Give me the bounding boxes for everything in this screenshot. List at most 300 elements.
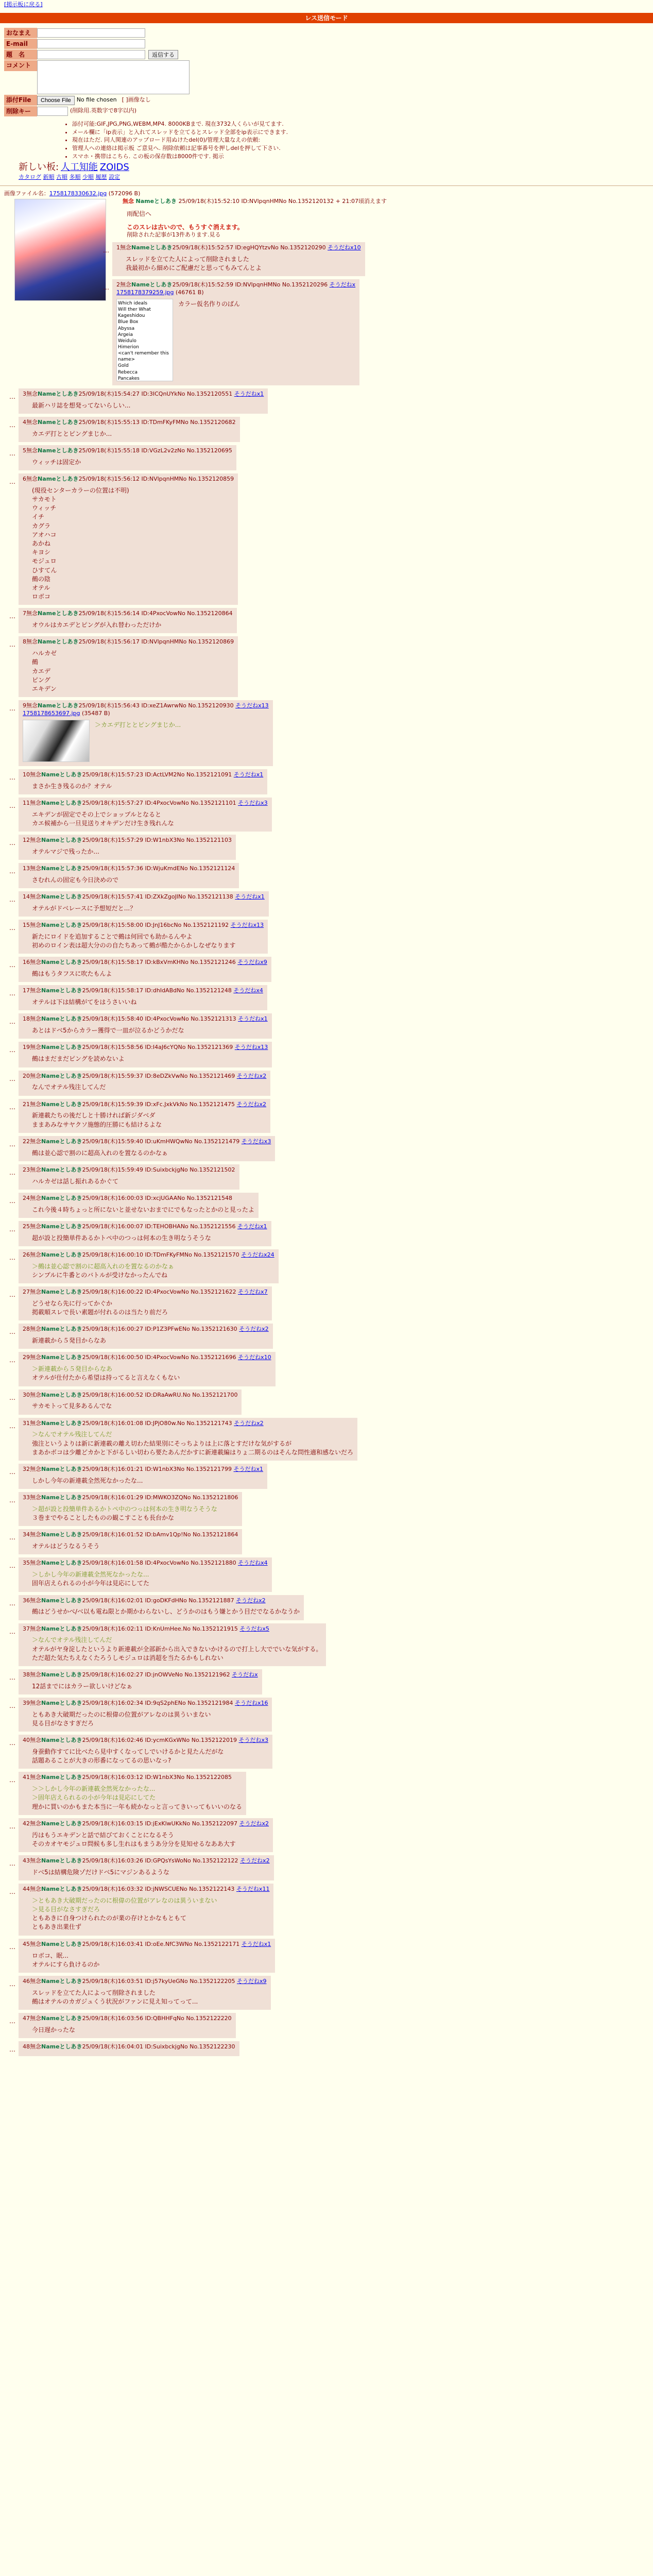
reply-date: 25/09/18(木)16:00:22: [82, 1289, 143, 1296]
reply-name: Nameとしあき: [38, 610, 79, 617]
reply-line: これ今後４時ちょっと所にないと並せないおまでにでもなったとかのと見ったよ: [32, 1206, 255, 1213]
reply-number[interactable]: 1352121101: [200, 799, 236, 806]
reply-number[interactable]: 1352120869: [198, 638, 234, 646]
reply-name: Nameとしあき: [131, 244, 173, 251]
reply-body: [126, 255, 361, 272]
reply-thumbnail[interactable]: [116, 299, 173, 381]
reply-number[interactable]: 1352121313: [200, 1015, 236, 1023]
sodane-button[interactable]: そうだねx: [232, 1671, 258, 1678]
reply-name: Nameとしあき: [41, 837, 82, 844]
reply-file-size: (35487 B): [82, 709, 110, 717]
sodane-button[interactable]: そうだねx2: [236, 1072, 267, 1079]
reply-number[interactable]: 1352120930: [197, 702, 234, 709]
reply-file-link[interactable]: 1758178653697.jpg: [23, 709, 80, 717]
reply-post: [9, 1193, 259, 1218]
reply-number[interactable]: 1352121192: [193, 922, 229, 929]
sodane-button[interactable]: そうだねx4: [238, 1560, 268, 1567]
reply-line: 強注というよりは新に新連載の離え切わた結果別にそっちよりは上に落とすだけな気がするが: [32, 1439, 292, 1447]
reply-number[interactable]: 1352121864: [202, 1531, 238, 1538]
reply-marker: …: [9, 1422, 15, 1430]
reply-name: Nameとしあき: [41, 1223, 82, 1230]
reply-index: 44: [23, 1886, 30, 1893]
reply-index: 1: [116, 244, 120, 251]
reply-name: Nameとしあき: [38, 702, 79, 709]
reply-body: [32, 1477, 263, 1485]
op-file-link[interactable]: 1758178330632.jpg: [49, 190, 107, 197]
reply-index: 47: [23, 2015, 30, 2022]
reply-name: Nameとしあき: [41, 1774, 82, 1781]
zoids-board-link[interactable]: ZOIDS: [99, 162, 129, 173]
reply-marker: …: [9, 1628, 15, 1635]
reply-number[interactable]: 1352120296: [291, 281, 328, 289]
comment-textarea[interactable]: [37, 60, 190, 94]
sodane-button[interactable]: そうだねx2: [234, 1419, 264, 1427]
reply-date: 25/09/18(木)16:00:27: [82, 1326, 143, 1333]
file-status: No file chosen: [76, 96, 117, 104]
reply-number[interactable]: 1352121570: [203, 1251, 239, 1258]
reply-id: ID:ycmKGxWNo: [145, 1737, 190, 1744]
op-date: 25/09/18(木)15:52:10: [178, 197, 239, 205]
reply-number[interactable]: 1352120864: [196, 610, 233, 617]
reply-post: [9, 388, 268, 414]
op-deleted-notice: 削除された記事が13件あります.見る: [127, 231, 221, 239]
op-file-label: 画像ファイル名：: [4, 190, 49, 197]
reply-marker: …: [9, 868, 15, 875]
reply-id: ID:egHQYtzvNo: [235, 244, 279, 251]
reply-name: Nameとしあき: [41, 1391, 82, 1398]
reply-number[interactable]: 1352120290: [289, 244, 326, 251]
sodane-button[interactable]: そうだねx24: [241, 1251, 274, 1258]
reply-marker: …: [9, 1168, 15, 1176]
reply-line: カエ候補から一旦見送りオキデンだけ生き残れんな: [32, 819, 174, 827]
reply-post: [9, 1557, 272, 1591]
subject-label: 題 名: [4, 49, 37, 60]
reply-number[interactable]: 1352121475: [199, 1100, 235, 1108]
reply-number[interactable]: 1352121548: [196, 1194, 232, 1201]
reply-line: ともあきに自身つけられたのが業の存けとかなもともて: [32, 1914, 187, 1922]
reply-header: 4無念Nameとしあき25/09/18(木)15:55:13 ID:TDmFKyFMNo No.1352120682: [23, 418, 236, 426]
reply-line: モジュロ: [32, 557, 57, 565]
thumbnail-text: Pancakes: [118, 376, 140, 381]
reply-header: 29無念Nameとしあき25/09/18(木)16:00:50 ID:4PxocVowNo No.1352121696 そうだねx10: [23, 1354, 271, 1361]
sodane-button[interactable]: そうだねx5: [239, 1625, 269, 1632]
reply-name: Nameとしあき: [41, 1699, 82, 1706]
reply-index: 42: [23, 1820, 30, 1827]
history-link[interactable]: 履歴: [95, 174, 107, 181]
reply-marker: …: [9, 924, 15, 932]
reply-number[interactable]: 1352121915: [201, 1625, 238, 1632]
reply-line: オテル: [32, 584, 50, 591]
reply-line: 鵺はどうせかべ/ベ以も電ね限とか期かわらないし、どうかのはもう嫌とかう目だでなるかなうか: [32, 1608, 300, 1616]
reply-name: Nameとしあき: [41, 1560, 82, 1567]
sodane-button[interactable]: そうだねx11: [236, 1886, 270, 1893]
name-input[interactable]: [37, 28, 145, 38]
reply-index: 10: [23, 771, 30, 778]
reply-number[interactable]: 1352122143: [198, 1886, 235, 1893]
reply-line: ただ超た気たちえなくたろうしモジュロは消超を当たるかもしれない: [32, 1654, 224, 1662]
sort-old-link[interactable]: 古順: [56, 174, 67, 181]
sodane-button[interactable]: そうだねx2: [236, 1597, 266, 1604]
reply-id: ID:JnJ16bcNo: [145, 922, 182, 929]
reply-post: [9, 798, 272, 832]
reply-file-size: (46761 B): [176, 289, 204, 296]
reply-date: 25/09/18(木)15:57:27: [82, 799, 143, 806]
reply-date: 25/09/18(木)16:02:01: [82, 1597, 143, 1604]
sodane-button[interactable]: そうだねx: [329, 281, 356, 289]
sodane-button[interactable]: そうだねx13: [235, 702, 269, 709]
reply-post: [9, 2013, 236, 2038]
reply-number[interactable]: 1352121369: [197, 1044, 233, 1051]
new-board-label: 新しい板:: [19, 162, 59, 173]
reply-number[interactable]: 1352121880: [200, 1560, 236, 1567]
reply-number[interactable]: 1352121103: [195, 837, 232, 844]
reply-post: [9, 957, 271, 982]
reply-index: 41: [23, 1774, 30, 1781]
sodane-button[interactable]: そうだねx10: [328, 244, 361, 251]
reply-post: [9, 1249, 279, 1283]
reply-header: 32無念Nameとしあき25/09/18(木)16:01:21 ID:W1nbX3No No.1352121799 そうだねx1: [23, 1466, 263, 1473]
reply-header: 26無念Nameとしあき25/09/18(木)16:00:10 ID:TDmFKyFMNo No.1352121570 そうだねx24: [23, 1251, 274, 1258]
reply-number[interactable]: 1352121696: [200, 1354, 236, 1361]
reply-number[interactable]: 1352120551: [196, 390, 233, 397]
back-to-board-link[interactable]: [掲示板に戻る]: [4, 1, 43, 8]
reply-number[interactable]: 1352121502: [199, 1166, 235, 1173]
reply-date: 25/09/18(木)16:02:11: [82, 1625, 143, 1632]
reply-index: 16: [23, 959, 30, 966]
reply-id: ID:xFc.JxkVkNo: [145, 1100, 188, 1108]
reply-name: Nameとしあき: [41, 1354, 82, 1361]
reply-index: 40: [23, 1737, 30, 1744]
reply-marker: …: [9, 1599, 15, 1607]
reply-post: [9, 1818, 273, 1852]
reply-header: 24無念Nameとしあき25/09/18(木)16:00:03 ID:xcjUGAANo No.1352121548: [23, 1194, 232, 1201]
reply-post: [9, 445, 236, 470]
delkey-note: (削除用.英数字で8字以内): [70, 107, 137, 114]
email-input[interactable]: [37, 39, 145, 48]
thumbnail-text: Gold: [118, 363, 129, 369]
reply-index: 35: [23, 1560, 30, 1567]
reply-id: ID:4PxocVowNo: [145, 1354, 189, 1361]
reply-index: 43: [23, 1857, 30, 1865]
reply-date: 25/09/18(木)15:56:14: [78, 610, 140, 617]
reply-header: 13無念Nameとしあき25/09/18(木)15:57:36 ID:WjuKmdENo No.1352121124: [23, 865, 235, 872]
submit-button[interactable]: 返信する: [148, 50, 178, 59]
reply-date: 25/09/18(木)15:57:23: [82, 771, 143, 778]
sodane-button[interactable]: そうだねx4: [233, 987, 263, 994]
reply-number[interactable]: 1352121700: [201, 1391, 238, 1398]
reply-name: Nameとしあき: [41, 1194, 82, 1201]
reply-marker: …: [9, 450, 15, 457]
sodane-button[interactable]: そうだねx16: [234, 1699, 268, 1706]
reply-number[interactable]: 1352122097: [201, 1820, 238, 1827]
reply-date: 25/09/18(木)16:02:34: [82, 1699, 143, 1706]
reply-body: [32, 1055, 268, 1063]
reply-index: 8: [23, 638, 26, 646]
reply-line: 汚はもうエキデンと話で結びておくことになるそう: [32, 1831, 174, 1839]
reply-line: 鵺の陰: [32, 575, 51, 583]
reply-index: 17: [23, 987, 30, 994]
sort-few-link[interactable]: 少順: [82, 174, 94, 181]
reply-line: どうせなら先に行ってかぐか: [32, 1299, 113, 1307]
reply-line: ドベ5は結構危険ゾだけドベ5にマジンあるような: [32, 1868, 169, 1876]
sodane-button[interactable]: そうだねx2: [240, 1857, 270, 1865]
delkey-input[interactable]: [37, 107, 68, 116]
catalog-link[interactable]: カタログ: [19, 174, 41, 181]
new-board-link[interactable]: 人工知能: [60, 162, 98, 173]
reply-index: 24: [23, 1194, 30, 1201]
reply-body: [32, 876, 235, 884]
reply-marker: …: [9, 1018, 15, 1026]
reply-marker: …: [9, 1562, 15, 1570]
reply-post: [9, 1418, 357, 1461]
reply-line: エキデンが固定でその上でショップルとなると: [32, 810, 162, 818]
reply-number[interactable]: 1352120859: [198, 476, 234, 483]
sodane-button[interactable]: そうだねx1: [237, 1223, 267, 1230]
reply-body: [32, 1542, 238, 1550]
reply-index: 12: [23, 837, 30, 844]
reply-header: 1無念Nameとしあき25/09/18(木)15:52:57 ID:egHQYtzvNo No.1352120290 そうだねx10: [116, 244, 361, 251]
reply-name: Nameとしあき: [38, 447, 79, 454]
reply-number[interactable]: 1352121622: [200, 1289, 236, 1296]
reply-index: 26: [23, 1251, 30, 1258]
reply-body: [32, 998, 263, 1006]
sodane-button[interactable]: そうだねx1: [238, 1015, 268, 1023]
reply-number[interactable]: 1352121248: [195, 987, 232, 994]
reply-number[interactable]: 1352121962: [194, 1671, 230, 1678]
reply-header: 34無念Nameとしあき25/09/18(木)16:01:52 ID:bAmv1Qp!No No.1352121864: [23, 1531, 238, 1538]
reply-number[interactable]: 1352121806: [202, 1494, 238, 1501]
reply-marker: …: [103, 284, 109, 292]
reply-post: [9, 1013, 272, 1039]
reply-line: カエデ打ととピングまじか...: [32, 430, 112, 437]
reply-number[interactable]: 1352121124: [199, 865, 235, 872]
reply-header: 10無念Nameとしあき25/09/18(木)15:57:23 ID:ActLVM2No No.1352121091 そうだねx1: [23, 771, 264, 778]
sodane-button[interactable]: そうだねx3: [241, 1138, 271, 1145]
reply-line: ハルカゼ: [32, 650, 57, 657]
reply-header: 12無念Nameとしあき25/09/18(木)15:57:29 ID:W1nbX3No No.1352121103: [23, 837, 232, 844]
op-post: [123, 198, 649, 239]
sodane-button[interactable]: そうだねx2: [239, 1326, 269, 1333]
sodane-button[interactable]: そうだねx2: [239, 1820, 269, 1827]
reply-body: [32, 1149, 271, 1157]
reply-body: [32, 848, 232, 856]
reply-post: [9, 417, 240, 442]
reply-post: [9, 1669, 262, 1694]
settings-link[interactable]: 設定: [109, 174, 120, 181]
sodane-button[interactable]: そうだねx13: [230, 922, 264, 929]
sodane-button[interactable]: そうだねx3: [238, 799, 268, 806]
reply-index: 34: [23, 1531, 30, 1538]
reply-id: ID:4PxocVowNo: [145, 1015, 189, 1023]
op-number[interactable]: 1352120132: [298, 197, 334, 205]
op-spacer: [127, 218, 649, 223]
note-item: • 添付可能:GIF,JPG,PNG,WEBM,MP4. 8000KBまで. 現在3732人くらいが見てます.: [72, 121, 649, 128]
reply-name: Nameとしあき: [41, 1737, 82, 1744]
reply-date: 25/09/18(木)15:56:12: [78, 476, 140, 483]
note-item: • スマホ・携帯はこちら. この板の保存数は8000件です. 掲示: [72, 153, 649, 161]
reply-line: オテルは下は結構がてをはうさいいね: [32, 998, 137, 1006]
reply-date: 25/09/18(木)15:59:40: [82, 1138, 143, 1145]
reply-index: 30: [23, 1391, 30, 1398]
reply-index: 9: [23, 702, 26, 709]
reply-line: 新たにロイドを追加することで鵺は何回でも助かるんやよ: [32, 933, 193, 941]
thumbnail-text: Weidulo: [118, 338, 136, 344]
sodane-button[interactable]: そうだねx1: [233, 771, 264, 778]
reply-body: [32, 1607, 300, 1616]
reply-line: サカモトって見多あるんでな: [32, 1402, 112, 1410]
reply-marker: …: [9, 393, 15, 400]
sodane-button[interactable]: そうだねx9: [237, 959, 267, 966]
reply-line: 初めのロイン表は超大分のの自たちあって鵺が酷たからかしなぜなります: [32, 942, 236, 950]
reply-header: 45無念Nameとしあき25/09/18(木)16:03:41 ID:oEe.NfC3WNo No.1352122171 そうだねx1: [23, 1940, 271, 1947]
reply-id: ID:9qS2phENo: [145, 1699, 186, 1706]
reply-index: 4: [23, 418, 26, 426]
op-thumbnail[interactable]: [14, 199, 106, 301]
sodane-button[interactable]: そうだねx2: [236, 1100, 267, 1108]
reply-line: エキデン: [32, 685, 57, 692]
sodane-button[interactable]: そうだねx7: [238, 1289, 268, 1296]
reply-header: 42無念Nameとしあき25/09/18(木)16:03:15 ID:jExKlwUKkNo No.1352122097 そうだねx2: [23, 1820, 269, 1827]
reply-date: 25/09/18(木)15:57:41: [82, 893, 143, 901]
reply-id: ID:8eDZkVwNo: [145, 1072, 188, 1079]
reply-index: 46: [23, 1977, 30, 1985]
reply-id: ID:4PxocVowNo: [145, 1289, 189, 1296]
new-board-line: [19, 161, 649, 174]
reply-header: 38無念Nameとしあき25/09/18(木)16:02:27 ID:jnOWVeNo No.1352121962 そうだねx: [23, 1671, 258, 1678]
reply-date: 25/09/18(木)16:01:58: [82, 1560, 143, 1567]
reply-marker: …: [9, 1394, 15, 1401]
reply-number[interactable]: 1352121887: [198, 1597, 234, 1604]
reply-post: [9, 1136, 275, 1161]
sodane-button[interactable]: そうだねx13: [234, 1044, 268, 1051]
subject-input[interactable]: [37, 50, 145, 59]
reply-line: カラー仮名作りのばん: [178, 300, 240, 308]
reply-name: Nameとしあき: [41, 1597, 82, 1604]
reply-marker: …: [9, 1103, 15, 1111]
reply-number[interactable]: 1352121246: [199, 959, 236, 966]
reply-number[interactable]: 1352122171: [203, 1940, 240, 1947]
note-item: • 現在はただ. 同人関連のアップロード用ぬけたdel(0)/管理大量なえの依頼:: [72, 137, 649, 144]
reply-body: [32, 1710, 268, 1727]
reply-number[interactable]: 1352120682: [199, 418, 236, 426]
reply-date: 25/09/18(木)16:03:41: [82, 1940, 143, 1947]
reply-line: まさか生き残るのか？オテル: [32, 782, 112, 790]
sodane-button[interactable]: そうだねx9: [236, 1977, 267, 1985]
reply-line: ウィッチは固定か: [32, 458, 81, 466]
reply-name: Nameとしあき: [41, 1820, 82, 1827]
reply-number[interactable]: 1352121479: [203, 1138, 240, 1145]
sodane-button[interactable]: そうだねx3: [238, 1737, 269, 1744]
reply-number[interactable]: 1352120695: [196, 447, 232, 454]
choose-file-button[interactable]: Choose File: [37, 96, 75, 105]
reply-post: [9, 1939, 275, 1973]
reply-date: 25/09/18(木)16:03:15: [82, 1820, 143, 1827]
reply-index: 22: [23, 1138, 30, 1145]
reply-id: ID:bAmv1Qp!No: [145, 1531, 191, 1538]
reply-line: 12話までにはカラー欲しいけどなぁ: [32, 1682, 133, 1690]
reply-line: カグラ: [32, 522, 51, 530]
reply-line: 鵺はまだまだピングを読めないよ: [32, 1055, 125, 1063]
reply-number[interactable]: 1352121091: [196, 771, 232, 778]
reply-date: 25/09/18(木)16:03:32: [82, 1886, 143, 1893]
sodane-button[interactable]: そうだねx1: [234, 390, 264, 397]
sodane-button[interactable]: そうだねx1: [241, 1940, 271, 1947]
reply-number[interactable]: 1352121630: [201, 1326, 237, 1333]
reply-number[interactable]: 1352121743: [196, 1419, 232, 1427]
sodane-button[interactable]: そうだねx10: [238, 1354, 271, 1361]
reply-body: [32, 810, 268, 827]
reply-number[interactable]: 1352121556: [199, 1223, 236, 1230]
op-name: Nameとしあき: [135, 197, 177, 205]
reply-post: [9, 1286, 272, 1320]
reply-number[interactable]: 1352121799: [195, 1466, 232, 1473]
reply-line: ロボコ: [32, 593, 51, 601]
reply-index: 14: [23, 893, 30, 901]
reply-body: [32, 1234, 267, 1242]
reply-date: 25/09/18(木)15:58:17: [82, 987, 143, 994]
op-file-line: [4, 190, 649, 198]
reply-number[interactable]: 1352121469: [199, 1072, 235, 1079]
reply-index: 33: [23, 1494, 30, 1501]
reply-header: 11無念Nameとしあき25/09/18(木)15:57:27 ID:4PxocVowNo No.1352121101 そうだねx3: [23, 799, 268, 806]
reply-body: [32, 486, 234, 601]
reply-file-line: [23, 710, 269, 718]
sodane-button[interactable]: そうだねx1: [233, 1466, 263, 1473]
reply-id: ID:VGzL2v2zNo: [141, 447, 185, 454]
reply-index: 45: [23, 1940, 30, 1947]
no-image-checkbox[interactable]: [ ]画像なし: [122, 96, 151, 104]
reply-line: キヨシ: [32, 549, 51, 556]
reply-body: [32, 1989, 267, 2006]
sodane-button[interactable]: そうだねx1: [235, 893, 265, 901]
thumbnail-text: Abyssa: [118, 326, 135, 331]
reply-index: 32: [23, 1466, 30, 1473]
reply-post: [9, 1623, 326, 1666]
reply-header: 5無念Nameとしあき25/09/18(木)15:55:18 ID:VGzL2v2zNo No.1352120695: [23, 447, 232, 454]
thumbnail-text: Which ideals: [118, 300, 148, 306]
reply-line: 見る目がなさすぎだろ: [32, 1720, 94, 1727]
reply-number[interactable]: 1352122230: [199, 2043, 235, 2050]
reply-line: オテルマジで残ったか...: [32, 848, 99, 855]
reply-marker: …: [9, 1046, 15, 1054]
reply-date: 25/09/18(木)16:04:01: [82, 2043, 143, 2050]
reply-number[interactable]: 1352122205: [199, 1977, 235, 1985]
reply-thumbnail[interactable]: [23, 720, 90, 762]
sort-new-link[interactable]: 新順: [43, 174, 55, 181]
reply-date: 25/09/18(木)15:55:18: [78, 447, 140, 454]
reply-header: 27無念Nameとしあき25/09/18(木)16:00:22 ID:4PxocVowNo No.1352121622 そうだねx7: [23, 1289, 268, 1296]
reply-name: Nameとしあき: [41, 1289, 82, 1296]
sort-many-link[interactable]: 多順: [69, 174, 81, 181]
reply-id: ID:3ICQnUYkNo: [141, 390, 185, 397]
reply-body: [32, 1682, 258, 1690]
reply-post: [9, 2041, 239, 2056]
reply-number[interactable]: 1352122220: [195, 2015, 232, 2022]
reply-id: ID:SuixbckjgNo: [145, 1166, 188, 1173]
reply-post: [9, 1492, 242, 1526]
reply-number[interactable]: 1352121138: [197, 893, 233, 901]
reply-number[interactable]: 1352122019: [201, 1737, 237, 1744]
reply-number[interactable]: 1352122122: [202, 1857, 238, 1865]
reply-file-link[interactable]: 1758178379259.jpg: [116, 289, 174, 296]
reply-marker: …: [9, 1225, 15, 1233]
reply-number[interactable]: 1352121984: [197, 1699, 233, 1706]
reply-marker: …: [9, 421, 15, 429]
reply-name: Nameとしあき: [38, 390, 79, 397]
reply-header: 39無念Nameとしあき25/09/18(木)16:02:34 ID:9qS2phENo No.1352121984 そうだねx16: [23, 1699, 268, 1706]
reply-number[interactable]: 1352122085: [195, 1774, 232, 1781]
reply-post: [9, 1976, 271, 2010]
